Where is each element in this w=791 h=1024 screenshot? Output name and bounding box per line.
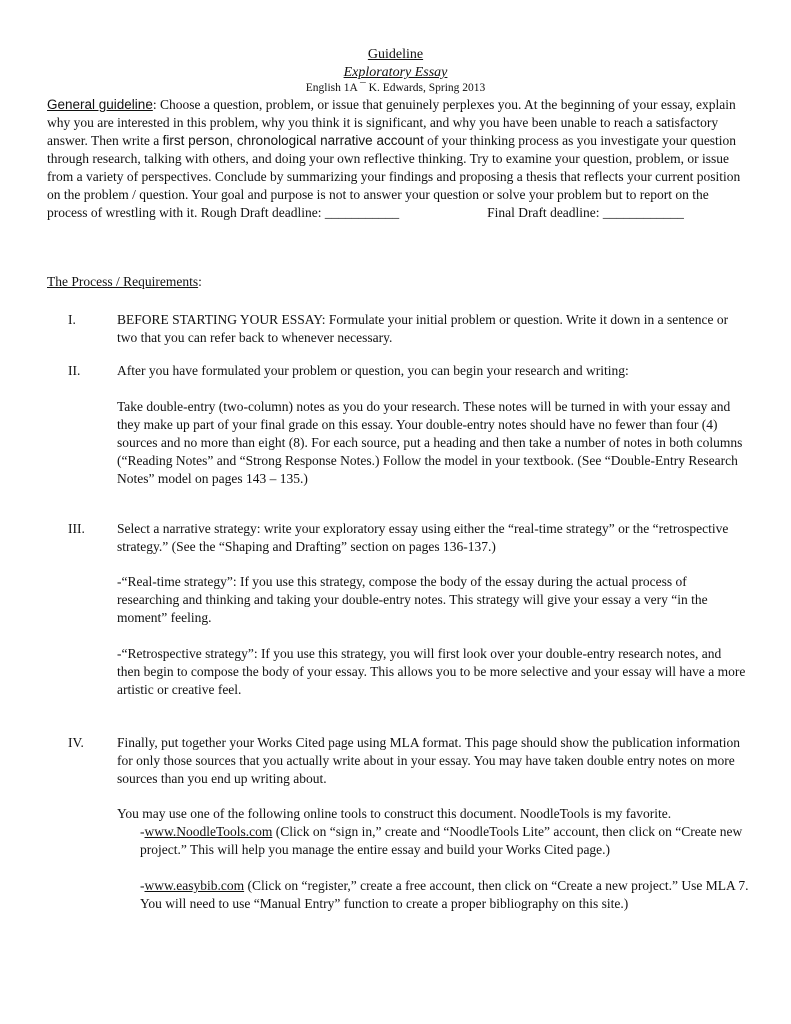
process-heading bbox=[47, 273, 202, 291]
noodletools-text: (Click on “sign in,” create and “NoodleTools Lite” account, then click on “Create new project.” This will help you manage the entire essay and build your Works Cited page.) bbox=[140, 824, 743, 857]
noodletools-dash: - bbox=[140, 824, 145, 839]
easybib-dash: - bbox=[140, 878, 145, 893]
section-3-text: Select a narrative strategy: write your exploratory essay using either the “real-time strategy” or the “retrospective strategy.” (See the “Shaping and Drafting” section on pages 136-137.) bbox=[117, 521, 729, 554]
section-4-number: IV. bbox=[68, 735, 84, 750]
easybib-link[interactable]: www.easybib.com bbox=[144, 878, 245, 893]
realtime-strategy-paragraph: -“Real-time strategy”: If you use this strategy, compose the body of the essay during the actual process of researching and thinking and taking your double-entry notes. This strategy will give your essay a very “in the moment” feeling. bbox=[117, 574, 708, 625]
general-guideline-paragraph bbox=[47, 96, 752, 222]
doc-subtitle: Exploratory Essay bbox=[343, 65, 448, 80]
narrative-emphasis: first person, chronological narrative account bbox=[162, 133, 424, 148]
general-guideline-label: General guideline bbox=[47, 97, 153, 112]
noodletools-item bbox=[140, 823, 750, 859]
general-text-1: : Choose a question, problem, or issue that genuinely perplexes you. At the beginning of your essay, explain why you are interested in this problem, why you think it is significant, and why you have been unable to reach a satisfactory answer. Then write a bbox=[47, 97, 736, 148]
section-1-number: I. bbox=[68, 312, 76, 327]
doc-title: Guideline bbox=[367, 47, 424, 62]
section-2-paragraph: Take double-entry (two-column) notes as you do your research. These notes will be turned in with your essay and they make up part of your final grade on this essay. Your double-entry notes should have no fewer than four (4) sources and no more than eight (8). For each source, put a heading and then take a number of notes in both columns (“Reading Notes” and “Strong Response Notes.) Follow the model in your textbook. (See “Double-Entry Research Notes” model on pages 143 – 135.) bbox=[117, 399, 743, 486]
section-3-number: III. bbox=[68, 521, 85, 536]
section-2-text: After you have formulated your problem or question, you can begin your research and writing: bbox=[117, 363, 629, 378]
retrospective-strategy-paragraph: -“Retrospective strategy”: If you use this strategy, you will first look over your double-entry research notes, and then begin to compose the body of your essay. This allows you to be more selective and your essay will have a more artistic or creative feel. bbox=[117, 646, 746, 697]
section-4-text: Finally, put together your Works Cited page using MLA format. This page should show the publication information for only those sources that you actually write about in your essay. You may have taken double entry notes on more sources than you end up writing about. bbox=[117, 735, 740, 786]
process-heading-colon: : bbox=[198, 274, 202, 289]
section-2-number: II. bbox=[68, 363, 81, 378]
noodletools-link[interactable]: www.NoodleTools.com bbox=[144, 824, 273, 839]
easybib-item bbox=[140, 877, 750, 913]
rough-draft-deadline: Rough Draft deadline: ___________ bbox=[200, 205, 400, 220]
section-1-text: BEFORE STARTING YOUR ESSAY: Formulate your initial problem or question. Write it down in a sentence or two that you can refer back to whenever necessary. bbox=[117, 312, 729, 345]
course-line: English 1A ¯ K. Edwards, Spring 2013 bbox=[305, 82, 486, 94]
process-heading-text: The Process / Requirements bbox=[47, 274, 199, 289]
easybib-text: (Click on “register,” create a free account, then click on “Create a new project.” Use MLA 7. You will need to use “Manual Entry” function to create a proper bibliography on this site.) bbox=[140, 878, 749, 911]
final-draft-deadline: Final Draft deadline: ____________ bbox=[487, 205, 684, 220]
tools-intro: You may use one of the following online tools to construct this document. NoodleTools is my favorite. bbox=[117, 806, 672, 821]
general-text-2: of your thinking process as you investigate your question through research, talking with others, and doing your own reflective thinking. Try to examine your question, problem, or issue from a variety of perspectives. Conclude by summarizing your findings and proposing a thesis that reflects your current position on the problem / question. Your goal and purpose is not to answer your question or solve your problem but to report on the process of wrestling with it. bbox=[47, 133, 741, 220]
